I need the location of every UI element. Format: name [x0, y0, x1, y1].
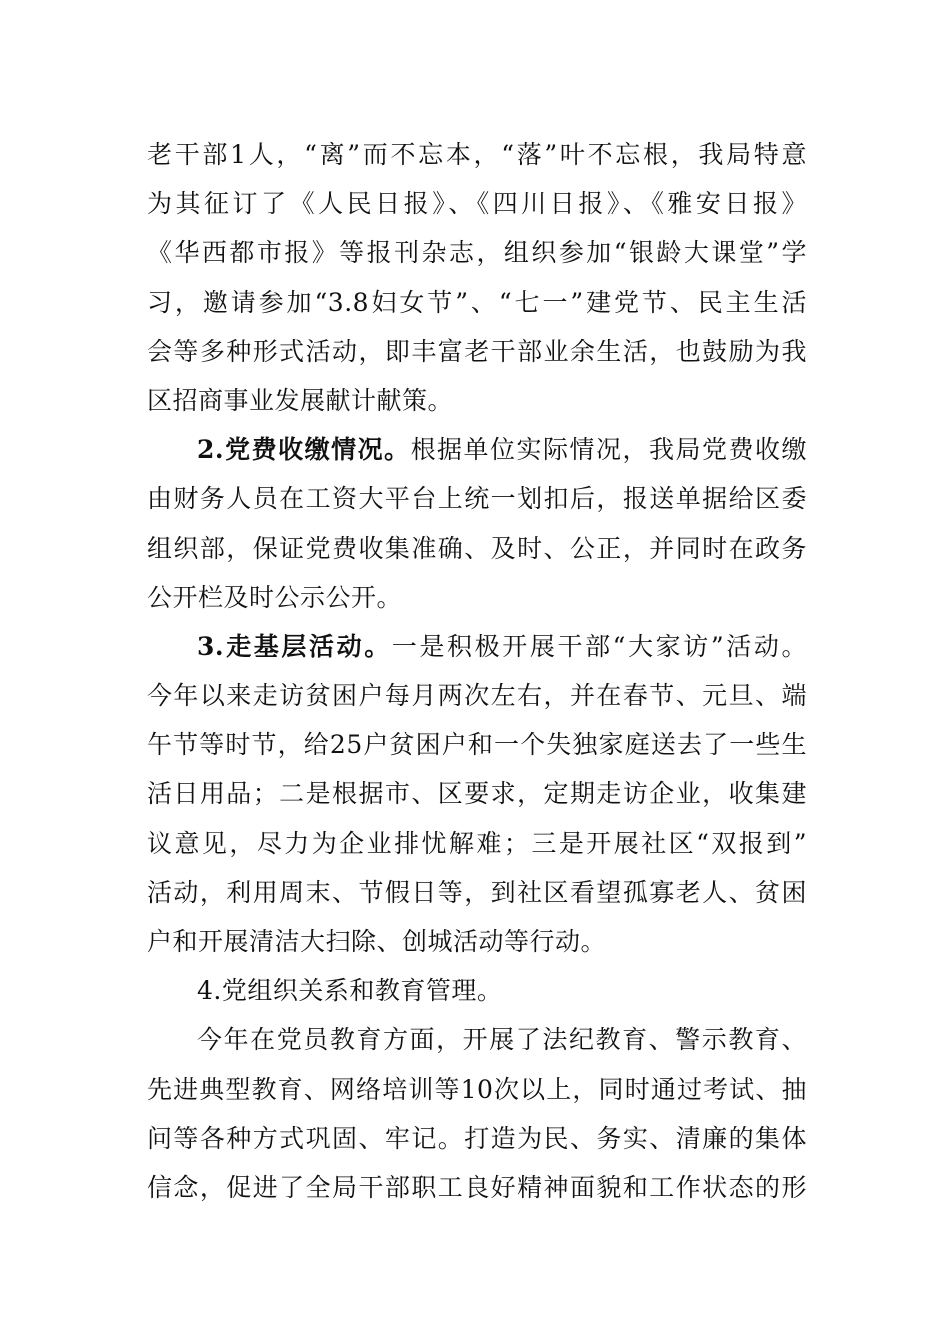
- paragraph-grassroots: [147, 622, 807, 966]
- text-line: 习，邀请参加“3.8妇女节”、“七一”建党节、民主生活: [147, 287, 807, 317]
- text-line: 议意见，尽力为企业排忧解难；三是开展社区“双报到”: [147, 828, 807, 858]
- paragraph-org-relations-heading: [147, 966, 807, 1015]
- text-line: 信念，促进了全局干部职工良好精神面貌和工作状态的形: [147, 1172, 807, 1202]
- text-run: 一是积极开展干部“大家访”活动。: [391, 631, 807, 661]
- text-line: [147, 622, 807, 671]
- text-line: 午节等时节，给25户贫困户和一个失独家庭送去了一些生: [147, 730, 807, 760]
- text-line: 区招商事业发展献计献策。: [147, 385, 454, 415]
- paragraph-party-dues: [147, 425, 807, 622]
- text-line: 问等各种方式巩固、牢记。打造为民、务实、清廉的集体: [147, 1123, 807, 1153]
- text-line: 《华西都市报》等报刊杂志，组织参加“银龄大课堂”学: [147, 238, 807, 268]
- text-line: 活日用品；二是根据市、区要求，定期走访企业，收集建: [147, 779, 807, 809]
- section-heading: 3.走基层活动。: [197, 631, 392, 661]
- text-line: 为其征订了《人民日报》、《四川日报》、《雅安日报》: [147, 189, 807, 219]
- text-line: 户和开展清洁大扫除、创城活动等行动。: [147, 927, 607, 956]
- text-line: 会等多种形式活动，即丰富老干部业余生活，也鼓励为我: [147, 336, 807, 366]
- text-line: 组织部，保证党费收集准确、及时、公正，并同时在政务: [147, 533, 807, 563]
- text-line: 活动，利用周末、节假日等，到社区看望孤寡老人、贫困: [147, 877, 807, 907]
- text-line: [147, 425, 807, 474]
- section-heading: 4.党组织关系和教育管理。: [197, 976, 503, 1006]
- text-run: 根据单位实际情况，我局党费收缴: [410, 435, 807, 465]
- text-line: 先进典型教育、网络培训等10次以上，同时通过考试、抽: [147, 1074, 807, 1104]
- text-line: 今年在党员教育方面，开展了法纪教育、警示教育、: [197, 1025, 807, 1055]
- text-line: 由财务人员在工资大平台上统一划扣后，报送单据给区委: [147, 484, 807, 514]
- text-line: 老干部1人，“离”而不忘本，“落”叶不忘根，我局特意: [147, 140, 807, 169]
- text-line: 公开栏及时公示公开。: [147, 582, 403, 612]
- document-page: [147, 130, 807, 1212]
- paragraph-party-education: [147, 1015, 807, 1212]
- paragraph-retired-cadres: [147, 130, 807, 425]
- text-line: 今年以来走访贫困户每月两次左右，并在春节、元旦、端: [147, 681, 807, 711]
- section-heading: 2.党费收缴情况。: [197, 435, 411, 465]
